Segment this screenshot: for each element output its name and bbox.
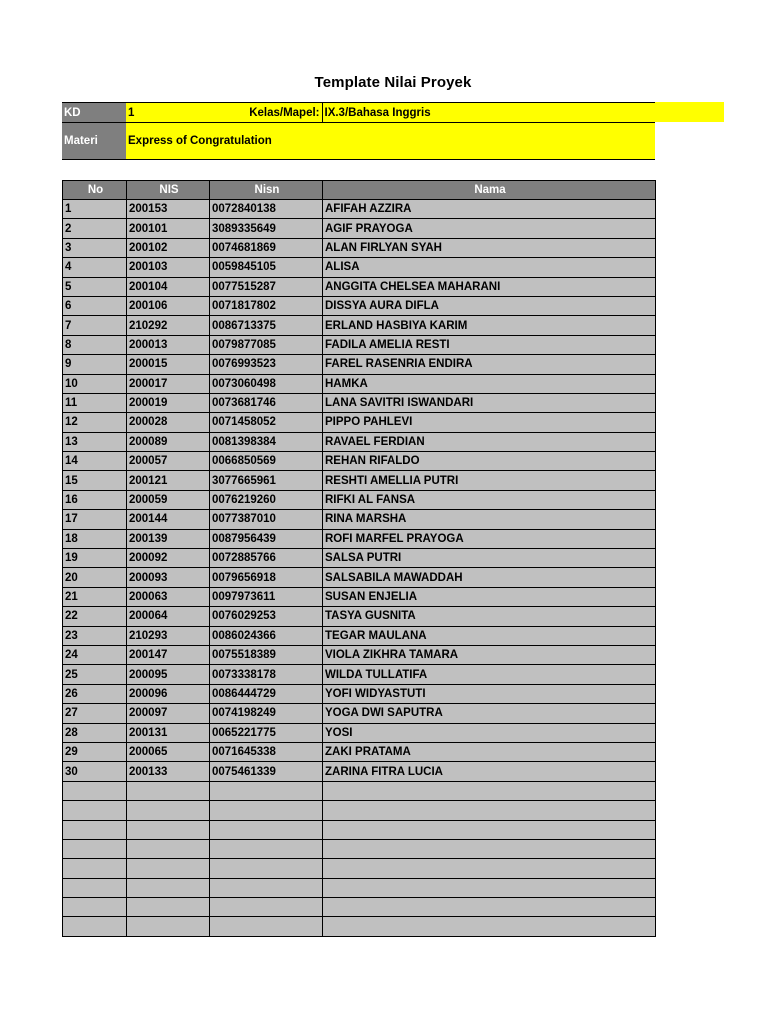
empty-cell[interactable]	[127, 781, 210, 800]
empty-cell[interactable]	[63, 781, 127, 800]
table-row	[63, 645, 656, 664]
kd-label: KD	[62, 103, 126, 123]
cell-nis[interactable]: 200092	[127, 549, 210, 568]
cell-nisn[interactable]: 0075461339	[210, 762, 323, 781]
empty-row	[63, 801, 656, 820]
cell-no[interactable]: 23	[63, 626, 127, 645]
cell-nis[interactable]: 200104	[127, 277, 210, 296]
cell-nama[interactable]: RIFKI AL FANSA	[323, 490, 656, 509]
cell-nama[interactable]: VIOLA ZIKHRA TAMARA	[323, 645, 656, 664]
cell-nis[interactable]: 200019	[127, 393, 210, 412]
cell-nis[interactable]: 200144	[127, 510, 210, 529]
cell-nama[interactable]: ZARINA FITRA LUCIA	[323, 762, 656, 781]
empty-cell[interactable]	[323, 781, 656, 800]
cell-nama[interactable]: LANA SAVITRI ISWANDARI	[323, 393, 656, 412]
cell-nama[interactable]: RAVAEL FERDIAN	[323, 432, 656, 451]
cell-no[interactable]: 16	[63, 490, 127, 509]
cell-nis[interactable]: 200065	[127, 742, 210, 761]
empty-cell[interactable]	[323, 839, 656, 858]
empty-cell[interactable]	[127, 801, 210, 820]
cell-nisn[interactable]: 0059845105	[210, 258, 323, 277]
empty-cell[interactable]	[210, 839, 323, 858]
cell-nis[interactable]: 200133	[127, 762, 210, 781]
empty-cell[interactable]	[210, 917, 323, 936]
cell-nis[interactable]: 200101	[127, 219, 210, 238]
empty-row	[63, 878, 656, 897]
cell-no[interactable]: 4	[63, 258, 127, 277]
materi-value-cell[interactable]: Express of Congratulation	[126, 123, 655, 160]
empty-row	[63, 839, 656, 858]
cell-nama[interactable]: ZAKI PRATAMA	[323, 742, 656, 761]
cell-nama[interactable]: YOFI WIDYASTUTI	[323, 684, 656, 703]
cell-nis[interactable]: 200015	[127, 355, 210, 374]
cell-nis[interactable]: 200057	[127, 452, 210, 471]
empty-cell[interactable]	[210, 801, 323, 820]
table-row	[63, 452, 656, 471]
empty-cell[interactable]	[127, 859, 210, 878]
table-row	[63, 413, 656, 432]
cell-nama[interactable]: TASYA GUSNITA	[323, 607, 656, 626]
empty-cell[interactable]	[210, 878, 323, 897]
table-row	[63, 490, 656, 509]
table-row	[63, 335, 656, 354]
empty-cell[interactable]	[323, 917, 656, 936]
cell-nama[interactable]: HAMKA	[323, 374, 656, 393]
table-row	[63, 549, 656, 568]
table-row	[63, 607, 656, 626]
cell-nisn[interactable]: 0072840138	[210, 200, 323, 219]
cell-nis[interactable]: 200097	[127, 704, 210, 723]
cell-nisn[interactable]: 0073681746	[210, 393, 323, 412]
cell-nama[interactable]: AFIFAH AZZIRA	[323, 200, 656, 219]
cell-no[interactable]: 8	[63, 335, 127, 354]
cell-no[interactable]: 20	[63, 568, 127, 587]
table-row	[63, 238, 656, 257]
table-row	[63, 200, 656, 219]
column-header-no: No	[63, 181, 127, 200]
cell-nis[interactable]: 200028	[127, 413, 210, 432]
cell-nisn[interactable]: 0074198249	[210, 704, 323, 723]
cell-no[interactable]: 27	[63, 704, 127, 723]
cell-nisn[interactable]: 0077387010	[210, 510, 323, 529]
column-header-nisn: Nisn	[210, 181, 323, 200]
cell-no[interactable]: 13	[63, 432, 127, 451]
cell-nis[interactable]: 200093	[127, 568, 210, 587]
empty-cell[interactable]	[323, 820, 656, 839]
cell-nisn[interactable]: 0086444729	[210, 684, 323, 703]
cell-nama[interactable]: TEGAR MAULANA	[323, 626, 656, 645]
empty-cell[interactable]	[210, 898, 323, 917]
cell-nama[interactable]: AGIF PRAYOGA	[323, 219, 656, 238]
page-title: Template Nilai Proyek	[314, 74, 472, 91]
empty-cell[interactable]	[63, 801, 127, 820]
empty-cell[interactable]	[127, 917, 210, 936]
empty-cell[interactable]	[127, 898, 210, 917]
cell-no[interactable]: 15	[63, 471, 127, 490]
cell-no[interactable]: 18	[63, 529, 127, 548]
cell-nis[interactable]: 200013	[127, 335, 210, 354]
cell-nisn[interactable]: 0079656918	[210, 568, 323, 587]
cell-nis[interactable]: 200017	[127, 374, 210, 393]
table-row	[63, 529, 656, 548]
cell-nisn[interactable]: 0076219260	[210, 490, 323, 509]
cell-no[interactable]: 17	[63, 510, 127, 529]
cell-no[interactable]: 1	[63, 200, 127, 219]
kelas-label: Kelas/Mapel:	[209, 103, 322, 123]
cell-no[interactable]: 24	[63, 645, 127, 664]
cell-nisn[interactable]: 0086024366	[210, 626, 323, 645]
empty-cell[interactable]	[63, 839, 127, 858]
empty-cell[interactable]	[127, 820, 210, 839]
table-row	[63, 762, 656, 781]
header-info-table	[62, 102, 655, 160]
table-row	[63, 704, 656, 723]
empty-cell[interactable]	[210, 859, 323, 878]
cell-no[interactable]: 25	[63, 665, 127, 684]
cell-nisn[interactable]: 3077665961	[210, 471, 323, 490]
cell-nis[interactable]: 200096	[127, 684, 210, 703]
cell-nisn[interactable]: 0066850569	[210, 452, 323, 471]
cell-nisn[interactable]: 3089335649	[210, 219, 323, 238]
empty-cell[interactable]	[127, 839, 210, 858]
table-row	[63, 471, 656, 490]
cell-nisn[interactable]: 0073338178	[210, 665, 323, 684]
empty-row	[63, 859, 656, 878]
empty-cell[interactable]	[323, 878, 656, 897]
empty-row	[63, 917, 656, 936]
cell-nisn[interactable]: 0081398384	[210, 432, 323, 451]
table-row	[63, 374, 656, 393]
cell-nama[interactable]: ALAN FIRLYAN SYAH	[323, 238, 656, 257]
cell-no[interactable]: 29	[63, 742, 127, 761]
kd-row	[62, 103, 655, 123]
cell-no[interactable]: 22	[63, 607, 127, 626]
table-row	[63, 510, 656, 529]
table-row	[63, 219, 656, 238]
materi-row	[62, 123, 655, 160]
table-row	[63, 684, 656, 703]
cell-nisn[interactable]: 0086713375	[210, 316, 323, 335]
cell-nama[interactable]: REHAN RIFALDO	[323, 452, 656, 471]
empty-row	[63, 898, 656, 917]
cell-nisn[interactable]: 0071458052	[210, 413, 323, 432]
empty-cell[interactable]	[323, 859, 656, 878]
cell-nis[interactable]: 200063	[127, 587, 210, 606]
cell-nis[interactable]: 200064	[127, 607, 210, 626]
table-row	[63, 568, 656, 587]
cell-no[interactable]: 6	[63, 296, 127, 315]
cell-nisn[interactable]: 0072885766	[210, 549, 323, 568]
cell-nama[interactable]: RINA MARSHA	[323, 510, 656, 529]
cell-no[interactable]: 10	[63, 374, 127, 393]
cell-nis[interactable]: 210293	[127, 626, 210, 645]
cell-no[interactable]: 14	[63, 452, 127, 471]
cell-nis[interactable]: 200131	[127, 723, 210, 742]
student-table-body	[63, 181, 656, 937]
cell-no[interactable]: 7	[63, 316, 127, 335]
table-row	[63, 723, 656, 742]
empty-cell[interactable]	[323, 898, 656, 917]
empty-cell[interactable]	[63, 878, 127, 897]
table-row	[63, 296, 656, 315]
cell-no[interactable]: 21	[63, 587, 127, 606]
cell-nis[interactable]: 200095	[127, 665, 210, 684]
table-row	[63, 587, 656, 606]
student-table	[62, 180, 656, 937]
cell-nis[interactable]: 200153	[127, 200, 210, 219]
cell-nis[interactable]: 200102	[127, 238, 210, 257]
cell-nis[interactable]: 200147	[127, 645, 210, 664]
column-header-nis: NIS	[127, 181, 210, 200]
cell-nis[interactable]: 200089	[127, 432, 210, 451]
cell-no[interactable]: 11	[63, 393, 127, 412]
empty-cell[interactable]	[323, 801, 656, 820]
cell-nama[interactable]: PIPPO PAHLEVI	[323, 413, 656, 432]
cell-no[interactable]: 5	[63, 277, 127, 296]
table-row	[63, 355, 656, 374]
empty-cell[interactable]	[127, 878, 210, 897]
cell-nisn[interactable]: 0065221775	[210, 723, 323, 742]
cell-nisn[interactable]: 0076993523	[210, 355, 323, 374]
cell-nama[interactable]: WILDA TULLATIFA	[323, 665, 656, 684]
table-row	[63, 393, 656, 412]
cell-nama[interactable]: FADILA AMELIA RESTI	[323, 335, 656, 354]
materi-label: Materi	[62, 123, 126, 160]
cell-no[interactable]: 12	[63, 413, 127, 432]
cell-no[interactable]: 28	[63, 723, 127, 742]
cell-no[interactable]: 2	[63, 219, 127, 238]
cell-no[interactable]: 30	[63, 762, 127, 781]
empty-row	[63, 820, 656, 839]
table-row	[63, 626, 656, 645]
cell-nis[interactable]: 210292	[127, 316, 210, 335]
cell-nama[interactable]: DISSYA AURA DIFLA	[323, 296, 656, 315]
cell-nisn[interactable]: 0097973611	[210, 587, 323, 606]
empty-cell[interactable]	[210, 781, 323, 800]
empty-cell[interactable]	[63, 859, 127, 878]
cell-nama[interactable]: SALSA PUTRI	[323, 549, 656, 568]
table-row	[63, 316, 656, 335]
empty-cell[interactable]	[210, 820, 323, 839]
cell-nama[interactable]: ANGGITA CHELSEA MAHARANI	[323, 277, 656, 296]
table-header-row	[63, 181, 656, 200]
cell-nama[interactable]: RESHTI AMELLIA PUTRI	[323, 471, 656, 490]
cell-nama[interactable]: ALISA	[323, 258, 656, 277]
empty-row	[63, 781, 656, 800]
cell-nisn[interactable]: 0071645338	[210, 742, 323, 761]
cell-nama[interactable]: ERLAND HASBIYA KARIM	[323, 316, 656, 335]
empty-cell[interactable]	[63, 917, 127, 936]
cell-nisn[interactable]: 0075518389	[210, 645, 323, 664]
table-row	[63, 665, 656, 684]
cell-nama[interactable]: SUSAN ENJELIA	[323, 587, 656, 606]
column-header-nama: Nama	[323, 181, 656, 200]
empty-cell[interactable]	[63, 820, 127, 839]
table-row	[63, 432, 656, 451]
table-row	[63, 277, 656, 296]
cell-nama[interactable]: SALSABILA MAWADDAH	[323, 568, 656, 587]
cell-nis[interactable]: 200059	[127, 490, 210, 509]
cell-nisn[interactable]: 0071817802	[210, 296, 323, 315]
cell-nisn[interactable]: 0073060498	[210, 374, 323, 393]
cell-nis[interactable]: 200103	[127, 258, 210, 277]
cell-nama[interactable]: YOSI	[323, 723, 656, 742]
cell-nisn[interactable]: 0079877085	[210, 335, 323, 354]
table-row	[63, 742, 656, 761]
cell-nis[interactable]: 200121	[127, 471, 210, 490]
cell-no[interactable]: 9	[63, 355, 127, 374]
kd-value-cell[interactable]: 1	[126, 103, 209, 123]
empty-cell[interactable]	[63, 898, 127, 917]
cell-nama[interactable]: YOGA DWI SAPUTRA	[323, 704, 656, 723]
cell-nisn[interactable]: 0076029253	[210, 607, 323, 626]
cell-nama[interactable]: FAREL RASENRIA ENDIRA	[323, 355, 656, 374]
cell-nisn[interactable]: 0087956439	[210, 529, 323, 548]
cell-nama[interactable]: ROFI MARFEL PRAYOGA	[323, 529, 656, 548]
table-row	[63, 258, 656, 277]
cell-nis[interactable]: 200139	[127, 529, 210, 548]
cell-nisn[interactable]: 0077515287	[210, 277, 323, 296]
cell-no[interactable]: 3	[63, 238, 127, 257]
cell-no[interactable]: 19	[63, 549, 127, 568]
cell-nisn[interactable]: 0074681869	[210, 238, 323, 257]
kelas-value-cell[interactable]: IX.3/Bahasa Inggris	[322, 103, 655, 123]
cell-nis[interactable]: 200106	[127, 296, 210, 315]
yellow-fill-extension	[655, 102, 724, 122]
cell-no[interactable]: 26	[63, 684, 127, 703]
